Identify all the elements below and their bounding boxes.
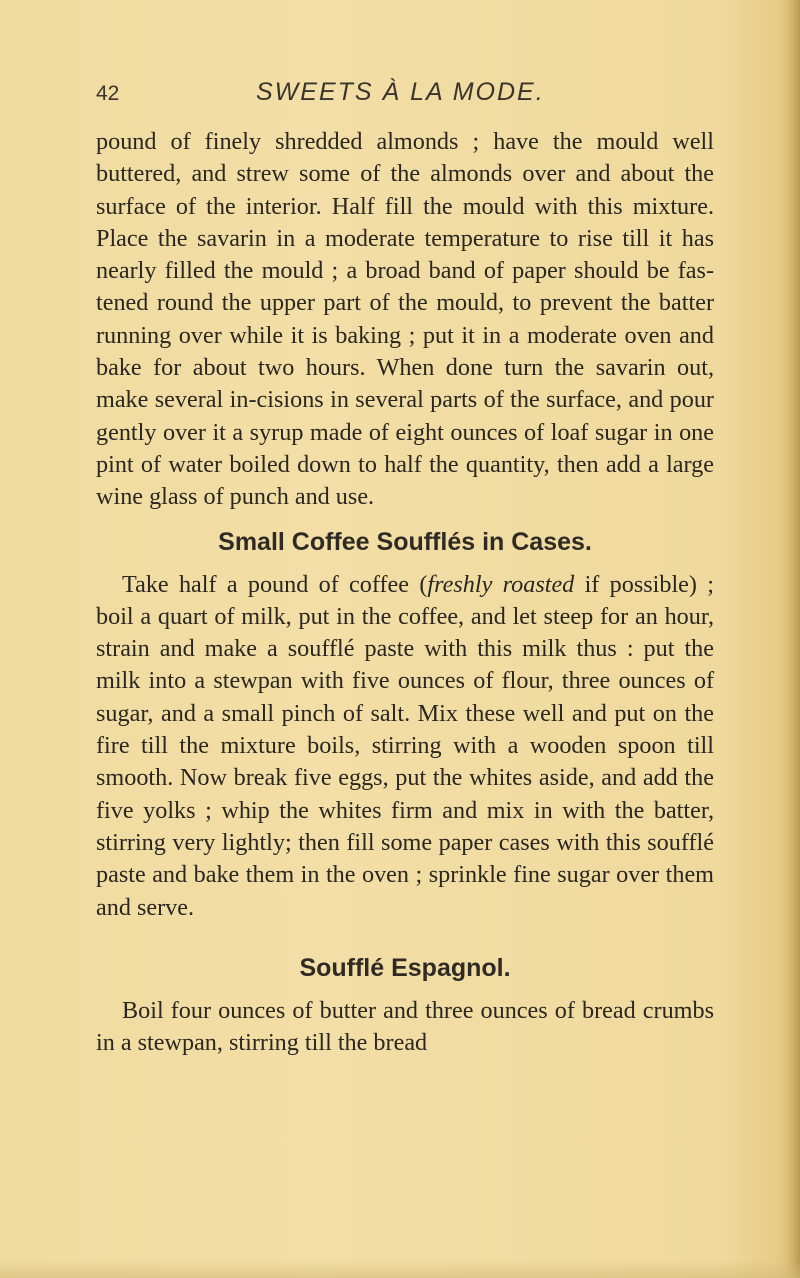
- page-body: [96, 126, 714, 1059]
- heading-small-coffee-souffles: Small Coffee Soufflés in Cases.: [218, 527, 592, 556]
- paragraph-coffee-souffles: [96, 569, 714, 924]
- page-number: 42: [96, 82, 120, 105]
- heading-souffle-espagnol: Soufflé Espagnol.: [299, 953, 511, 982]
- paragraph-savarin-continued: pound of finely shredded almonds ; have the mould well buttered, and strew some of the almonds over and about the surface of the interior. Half fill the mould with this mixture. Place the savarin in a moderate temperature to rise till it has nearly filled the mould ; a broad band of paper should be fas-tened round the upper part of the mould, to prevent the batter running over while it is baking ; put it in a moderate oven and bake for about two hours. When done turn the savarin out, make several in-cisions in several parts of the surface, and pour gently over it a syrup made of eight ounces of loaf sugar in one pint of water boiled down to half the quantity, then add a large wine glass of punch and use.: [96, 128, 714, 511]
- paragraph-coffee-rest: if possible) ; boil a quart of milk, put in the coffee, and let steep for an hour, strain and make a soufflé paste with this milk thus : put the milk into a stewpan with five ounces of flour, three ounces of sugar, and a small pinch of salt. Mix these well and put on the fire till the mixture boils, stirring with a wooden spoon till smooth. Now break five eggs, put the whites aside, and add the five yolks ; whip the whites firm and mix in with the batter, stirring very lightly; then fill some paper cases with this soufflé paste and bake them in the oven ; sprinkle fine sugar over them and serve.: [96, 570, 714, 921]
- page-header: [96, 78, 716, 114]
- paragraph-coffee-start: Take half a pound of coffee (: [122, 570, 428, 598]
- italic-freshly-roasted: freshly roasted: [427, 570, 575, 598]
- page-edge-shadow-right: [786, 0, 800, 1278]
- running-head: SWEETS À LA MODE.: [256, 78, 545, 106]
- paragraph-souffle-espagnol: Boil four ounces of butter and three ounces of bread crumbs in a stewpan, stirring till the bread: [96, 996, 714, 1057]
- page-edge-shadow-bottom: [0, 1260, 800, 1278]
